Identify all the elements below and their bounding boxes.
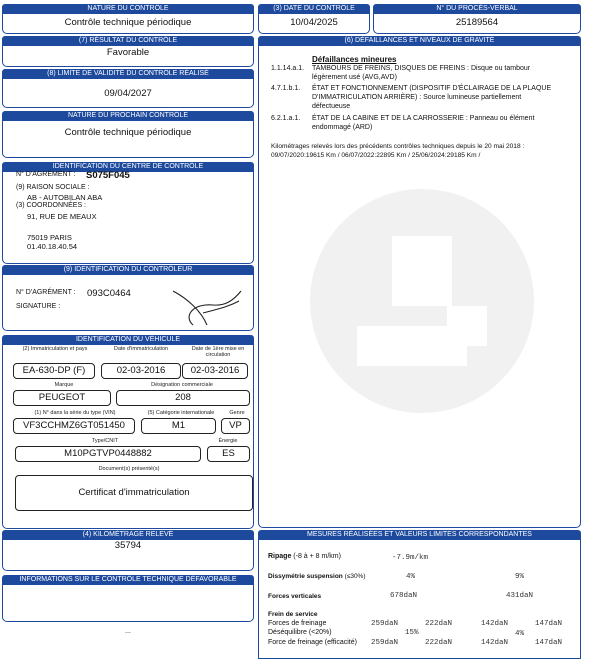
efficacite-value-1: 259daN (371, 639, 399, 647)
pv-header: N° DU PROCÈS-VERBAL (373, 4, 581, 13)
desequilibre-value-1: 15% (405, 629, 419, 637)
label-marque: Marque (54, 382, 74, 388)
pv-box (373, 13, 581, 34)
next-control-box (2, 120, 254, 158)
defects-header: (6) DÉFAILLANCES ET NIVEAUX DE GRAVITÉ (258, 36, 581, 45)
date-value: 10/04/2025 (290, 17, 338, 28)
coord-label: (3) COORDONNÉES : (16, 202, 87, 209)
raison-value: AB - AUTOBILAN ABA (27, 193, 103, 202)
defect-2-line3: défectueuse (312, 103, 351, 110)
defect-2-line2: D'IMMATRICULATION ARRIÈRE) : Source lumineuse partiellement (312, 94, 522, 101)
label-date-immat: Date d'immatriculation (113, 346, 169, 352)
desequilibre-label: Déséquilibre (<20%) (268, 629, 332, 636)
dissym-label-text: Dissymétrie suspension (268, 573, 343, 580)
label-type: Type/CNIT (91, 438, 119, 444)
controller-agrement-value: 093C0464 (87, 288, 131, 299)
dissym-value-2: 9% (515, 573, 525, 581)
watermark-logo (297, 176, 547, 426)
defects-title: Défaillances mineures (312, 55, 397, 64)
freinage-value-2: 222daN (425, 620, 453, 628)
center-box (2, 171, 254, 264)
label-date-mise: Date de 1ère mise en circulation (191, 346, 245, 358)
address-line2: 75019 PARIS (27, 233, 72, 242)
label-energie: Énergie (218, 438, 238, 444)
efficacite-value-4: 147daN (535, 639, 563, 647)
km-history-line1: Kilométrages relevés lors des précédents contrôles techniques depuis le 20 mai 2018 : (271, 143, 525, 150)
validity-header: (8) LIMITE DE VALIDITÉ DU CONTRÔLE RÉALISÉ (2, 69, 254, 78)
type-field: M10PGTVP0448882 (15, 446, 201, 462)
controller-agrement-label: N° D'AGRÉMENT : (16, 289, 76, 296)
next-control-value: Contrôle technique périodique (64, 127, 192, 138)
date-box (258, 13, 370, 34)
measures-box (258, 539, 581, 659)
defect-3-line2: endommagé (ARD) (312, 124, 373, 131)
center-agrement-label: N° D'AGRÉMENT : (16, 171, 76, 178)
defect-3-line1: ÉTAT DE LA CABINE ET DE LA CARROSSERIE : Panneau ou élément (312, 115, 535, 122)
center-phone: 01.40.18.40.54 (27, 242, 78, 251)
vehicle-box (2, 344, 254, 529)
freinage-value-1: 259daN (371, 620, 399, 628)
info-header: INFORMATIONS SUR LE CONTRÔLE TECHNIQUE DÉFAVORABLE (2, 575, 254, 584)
signature-label: SIGNATURE : (16, 303, 61, 310)
raison-label: (9) RAISON SOCIALE : (16, 184, 90, 191)
efficacite-value-3: 142daN (481, 639, 509, 647)
nature-value: Contrôle technique périodique (64, 17, 192, 28)
vehicle-header: IDENTIFICATION DU VÉHICULE (2, 335, 254, 344)
freinage-label: Forces de freinage (268, 620, 327, 627)
result-header: (7) RÉSULTAT DU CONTRÔLE (2, 36, 254, 45)
info-dots: ... (125, 628, 131, 635)
ripage-label (268, 553, 341, 560)
validity-value: 09/04/2027 (104, 88, 152, 99)
date-immat-field: 02-03-2016 (101, 363, 181, 379)
dissym-label (268, 573, 366, 580)
energie-field: ES (207, 446, 250, 462)
controller-header: (9) IDENTIFICATION DU CONTRÔLEUR (2, 265, 254, 274)
nature-box (2, 13, 254, 34)
next-control-header: NATURE DU PROCHAIN CONTRÔLE (2, 111, 254, 120)
designation-field: 208 (116, 390, 250, 406)
frein-title: Frein de service (268, 611, 318, 618)
desequilibre-value-2: 4% (515, 630, 525, 638)
vin-field: VF3CCHMZ6GT051450 (13, 418, 135, 434)
center-agrement-value: S075F045 (86, 170, 130, 181)
mileage-header: (4) KILOMÉTRAGE RELEVÉ (2, 530, 254, 539)
efficacite-label: Force de freinage (efficacité) (268, 639, 357, 646)
controller-box (2, 274, 254, 331)
genre-field: VP (221, 418, 250, 434)
defect-1-line1: TAMBOURS DE FREINS, DISQUES DE FREINS : Disque ou tambour (312, 65, 531, 72)
mileage-box (2, 539, 254, 571)
ripage-label-text: Ripage (268, 553, 292, 560)
nature-header: NATURE DU CONTRÔLE (2, 4, 254, 13)
defect-1-code: 1.1.14.a.1. (271, 65, 305, 72)
defect-1-line2: légèrement usé (AVG,AVD) (312, 74, 397, 81)
freinage-value-3: 142daN (481, 620, 509, 628)
mileage-value: 35794 (114, 540, 142, 551)
forces-value-2: 431daN (506, 592, 534, 600)
marque-field: PEUGEOT (13, 390, 111, 406)
result-box (2, 45, 254, 67)
defect-2-code: 4.7.1.b.1. (271, 85, 301, 92)
center-header: IDENTIFICATION DU CENTRE DE CONTRÔLE (2, 162, 254, 171)
label-categorie: (5) Catégorie internationale (147, 410, 215, 416)
defects-box (258, 45, 581, 528)
documents-field: Certificat d'immatriculation (15, 475, 253, 511)
date-header: (3) DATE DU CONTRÔLE (258, 4, 370, 13)
km-history-line2: 09/07/2020:19615 Km / 06/07/2022:22895 Km / 25/06/2024:29185 Km / (271, 152, 481, 159)
label-vin: (1) N° dans la série du type (VIN) (34, 410, 116, 416)
forces-label: Forces verticales (268, 593, 322, 600)
categorie-field: M1 (141, 418, 216, 434)
label-documents: Document(s) présenté(s) (98, 466, 160, 472)
defect-2-line1: ÉTAT ET FONCTIONNEMENT (DISPOSITIF D'ÉCLAIRAGE DE LA PLAQUE (312, 85, 552, 92)
ripage-limit: (-8 à + 8 m/km) (293, 553, 341, 560)
validity-box (2, 78, 254, 108)
measures-header: MESURES RÉALISÉES ET VALEURS LIMITES CORRESPONDANTES (258, 530, 581, 539)
signature-image (163, 281, 243, 331)
address-line1: 91, RUE DE MEAUX (27, 212, 97, 221)
dissym-limit: (≤30%) (344, 573, 366, 580)
date-mise-field: 02-03-2016 (182, 363, 248, 379)
efficacite-value-2: 222daN (425, 639, 453, 647)
immat-field: EA-630-DP (F) (13, 363, 95, 379)
ripage-value: -7.9m/km (392, 554, 429, 562)
info-box (2, 584, 254, 622)
freinage-value-4: 147daN (535, 620, 563, 628)
label-genre: Genre (229, 410, 245, 416)
label-designation: Désignation commerciale (151, 382, 213, 388)
pv-value: 25189564 (455, 17, 499, 28)
dissym-value-1: 4% (406, 573, 416, 581)
defect-3-code: 6.2.1.a.1. (271, 115, 301, 122)
forces-value-1: 678daN (390, 592, 418, 600)
result-value: Favorable (106, 47, 150, 58)
label-immat: (2) Immatriculation et pays (22, 346, 88, 352)
